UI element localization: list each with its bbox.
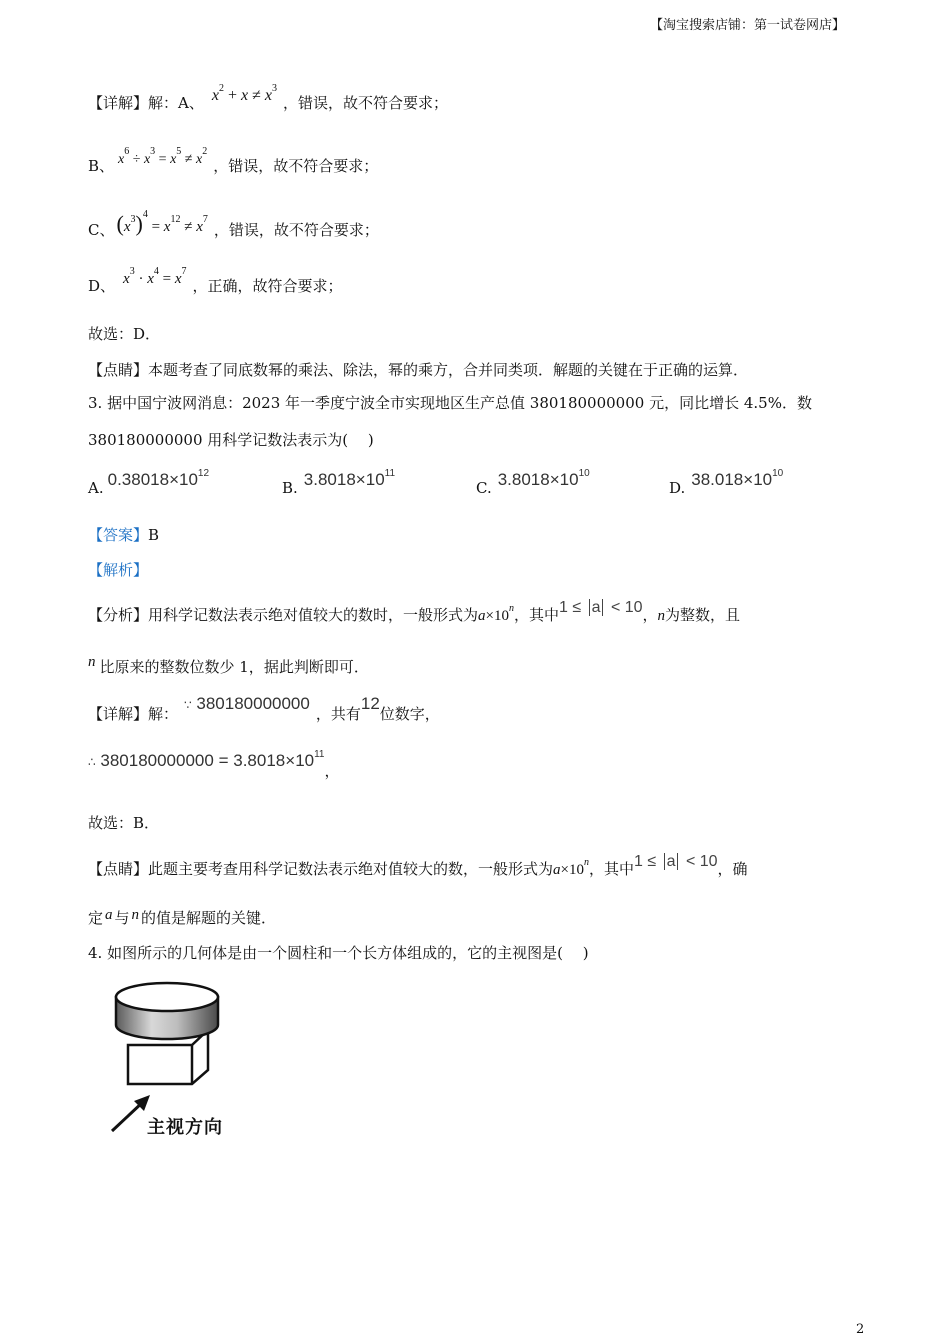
math-result: ∴ $380180000000 = 3.8018\times 10^{11}$	[88, 749, 325, 770]
option-value: $3.8018\times 10^{11}$	[303, 468, 396, 489]
q2-choice: 故选：D．	[88, 325, 161, 343]
digit-count: 12	[360, 694, 380, 713]
comment-text: 的值是解题的关键．	[141, 909, 277, 927]
comment-text: 定	[88, 909, 104, 927]
option-label: B.	[282, 479, 298, 497]
option-label: D.	[669, 479, 686, 497]
detail-b-suffix: ，错误，故不符合要求；	[213, 157, 379, 175]
math-range: 1 ≤ a < 10	[634, 853, 718, 870]
q3-choice: 故选：B．	[88, 814, 160, 832]
header-shop-label: 【淘宝搜索店铺：第一试卷网店】	[650, 18, 846, 33]
math-b: $x^6 \div x^3 = x^5 \ne x^2$	[118, 146, 208, 167]
analysis-text: ，	[642, 606, 658, 624]
math-d: $x^3 \cdot x^4 = x^7$	[123, 266, 187, 287]
comment-text: ，其中	[588, 860, 634, 878]
q3-option-a	[88, 468, 210, 497]
detail-line-a	[88, 83, 448, 113]
detail-line-c	[88, 209, 379, 241]
analysis-tag: 【解析】	[88, 561, 149, 579]
detail-text: 【详解】解：	[88, 705, 179, 723]
detail-d-prefix: D、	[88, 277, 116, 295]
comment-text: ，确	[717, 860, 748, 878]
q3-detail-line	[88, 694, 440, 724]
option-value: $3.8018\times 10^{10}$	[497, 468, 590, 489]
q3-result-line	[88, 749, 340, 780]
answer-value: B	[148, 526, 160, 544]
analysis-line-2	[88, 656, 369, 677]
page-number: 2	[856, 1322, 865, 1337]
q3-option-b	[282, 468, 396, 497]
analysis-line-1	[88, 599, 741, 625]
analysis-text: ，其中	[513, 606, 559, 624]
math-form: $a\times 10^n$	[478, 603, 514, 624]
q4-stem: 4. 如图所示的几何体是由一个圆柱和一个长方体组成的，它的主视图是( )	[88, 944, 589, 962]
analysis-text: 比原来的整数位数少 1，据此判断即可．	[99, 658, 369, 676]
option-label: A.	[88, 479, 104, 497]
math-a: a	[105, 907, 113, 923]
detail-b-prefix: B、	[88, 157, 115, 175]
detail-a-prefix: 【详解】解：A、	[88, 94, 204, 112]
math-range: 1 ≤ a < 10	[559, 599, 643, 616]
option-label: C.	[476, 479, 492, 497]
analysis-text: 【分析】用科学记数法表示绝对值较大的数时，一般形式为	[88, 606, 479, 624]
q3-option-c	[476, 468, 590, 497]
q3-stem-line2: 380180000000 用科学记数法表示为( )	[88, 431, 374, 449]
q2-comment: 【点睛】本题考查了同底数幂的乘法、除法，幂的乘方，合并同类项．解题的关键在于正确的运算．	[88, 361, 749, 379]
comment-text: 与	[114, 909, 130, 927]
math-because: ∵ 380180000000	[184, 694, 310, 713]
result-comma: ，	[324, 762, 340, 780]
detail-c-prefix: C、	[88, 221, 115, 239]
q3-stem-line1: 3. 据中国宁波网消息：2023 年一季度宁波全市实现地区生产总值 380180000000 元，同比增长 4.5%．数	[88, 394, 812, 412]
q3-answer	[88, 524, 159, 545]
math-n: n	[131, 907, 140, 923]
comment-text: 【点睛】此题主要考查用科学记数法表示绝对值较大的数，一般形式为	[88, 860, 554, 878]
detail-text: ，共有	[315, 705, 361, 723]
math-n: n	[657, 608, 666, 624]
detail-c-suffix: ，错误，故不符合要求；	[213, 221, 379, 239]
analysis-text: 为整数，且	[665, 606, 741, 624]
option-value: $0.38018\times 10^{12}$	[107, 468, 210, 489]
detail-d-suffix: ，正确，故符合要求；	[192, 277, 343, 295]
answer-tag: 【答案】	[88, 526, 149, 544]
math-n: n	[88, 654, 96, 670]
detail-text: 位数字，	[379, 705, 440, 723]
view-direction-label: 主视方向	[147, 1117, 223, 1138]
math-a: $x^2 + x \ne x^3$	[211, 83, 277, 104]
math-form: $a\times 10^n$	[553, 857, 589, 878]
q3-option-d	[669, 468, 784, 497]
math-c: $(x^3)^4 = x^{12} \ne x^7$	[116, 209, 208, 236]
detail-line-b	[88, 146, 379, 176]
option-value: $38.018\times 10^{10}$	[691, 468, 784, 489]
q3-comment-line-2	[88, 907, 276, 928]
detail-a-suffix: ，错误，故不符合要求；	[282, 94, 448, 112]
q3-comment-line-1	[88, 853, 748, 879]
detail-line-d	[88, 266, 343, 296]
